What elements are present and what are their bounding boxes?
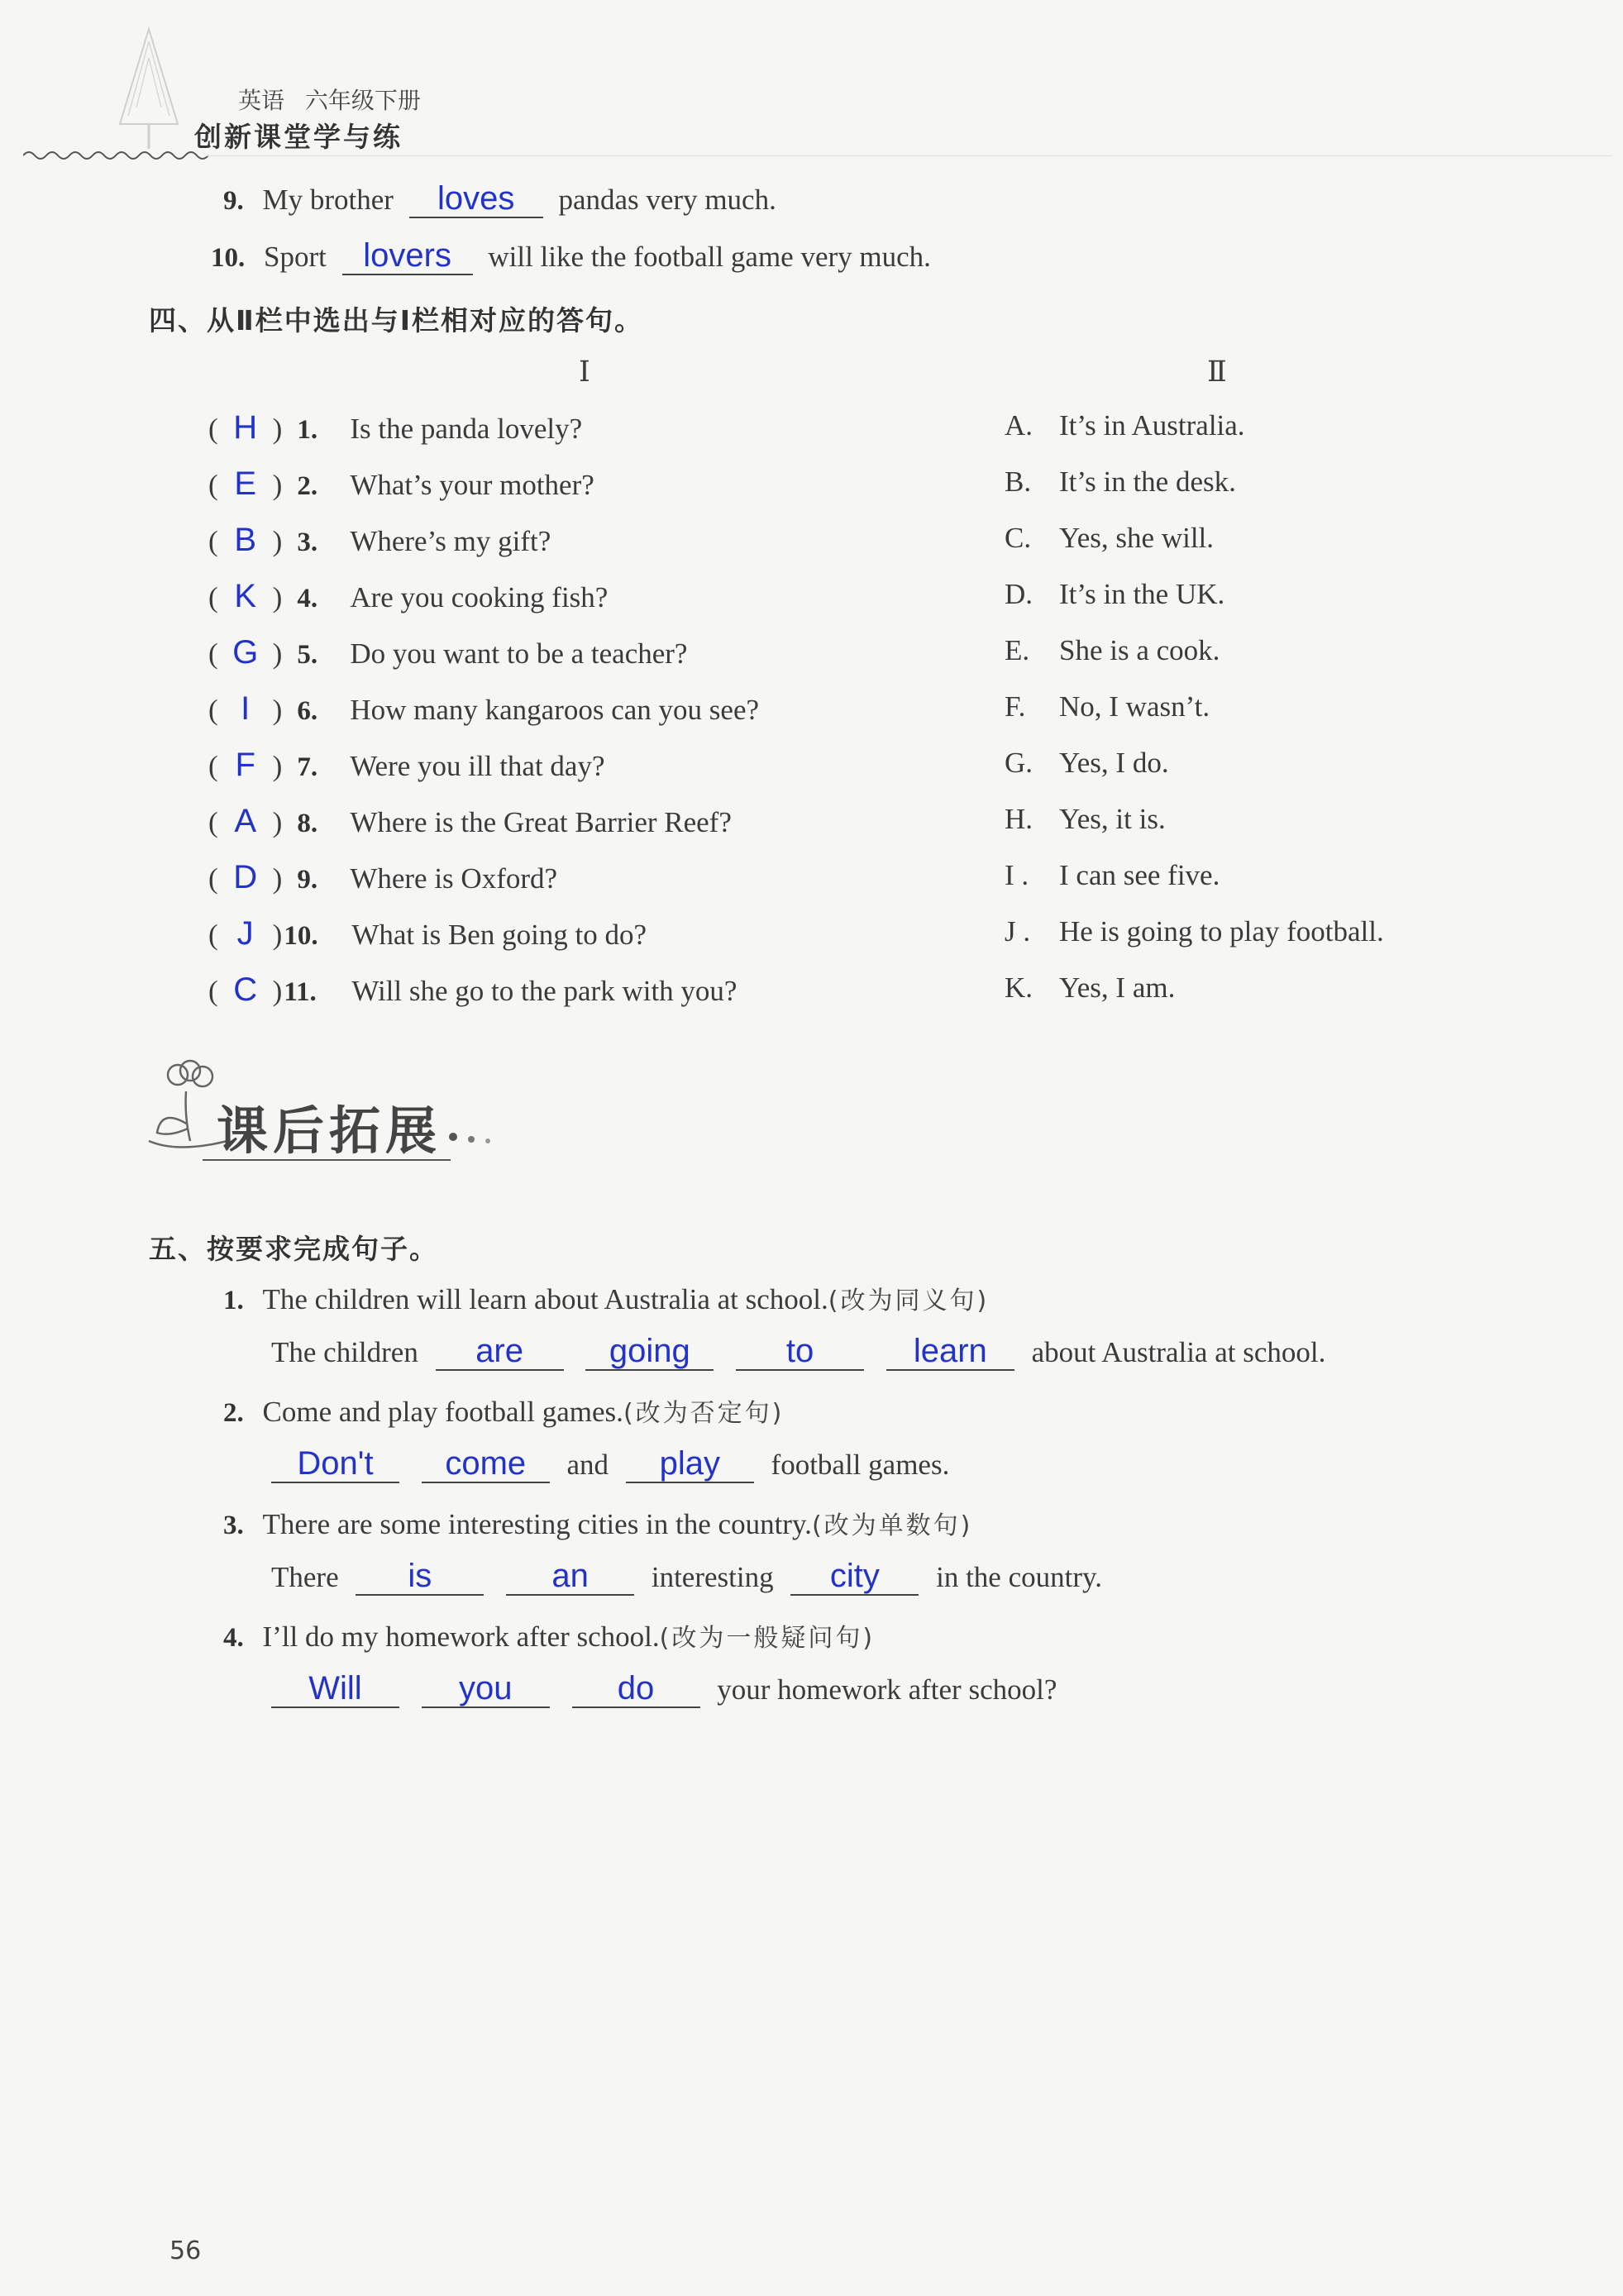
option-letter: K. (1005, 971, 1033, 1004)
matching-row (208, 690, 759, 728)
answer-letter: D (233, 859, 258, 895)
matching-row (208, 578, 608, 615)
option-row (1005, 803, 1166, 836)
option-text: She is a cook. (1059, 634, 1220, 666)
question-text: Will she go to the park with you? (351, 975, 738, 1007)
answer-letter: J (236, 915, 254, 952)
matching-row (208, 465, 594, 503)
answer-slot[interactable] (218, 522, 273, 559)
close-paren: ) (272, 750, 283, 782)
instruction-note: (改为否定句) (623, 1399, 785, 1428)
question-text: Are you cooking fish? (350, 581, 609, 613)
option-text: He is going to play football. (1059, 915, 1384, 948)
question-text: Where is Oxford? (350, 862, 558, 895)
s5-item-3-answer-line (271, 1558, 1102, 1596)
answer-slot[interactable] (218, 747, 273, 784)
answer-text: an (551, 1558, 589, 1594)
line-post: football games. (771, 1449, 950, 1481)
question-number: 3. (297, 527, 318, 557)
answer-letter: C (233, 971, 258, 1008)
option-letter: F. (1005, 690, 1026, 723)
tree-logo-icon (99, 25, 198, 157)
open-paren: ( (208, 750, 218, 782)
header-subject (238, 83, 421, 116)
option-row (1005, 409, 1245, 442)
item-number: 1. (223, 1286, 244, 1315)
item-number: 4. (223, 1623, 244, 1653)
item-before: Sport (264, 241, 327, 273)
option-text: I can see five. (1059, 859, 1220, 891)
matching-row (208, 747, 605, 784)
close-paren: ) (272, 581, 283, 613)
s5-item-2-answer-line (271, 1445, 949, 1483)
answer-slot[interactable] (218, 409, 273, 446)
question-number: 8. (297, 809, 318, 838)
open-paren: ( (208, 637, 218, 670)
close-paren: ) (272, 469, 283, 501)
s5-item-2-prompt (223, 1392, 784, 1429)
option-row (1005, 465, 1236, 499)
banner-dots (446, 1124, 513, 1149)
banner-underline (203, 1159, 451, 1161)
answer-blank[interactable] (886, 1333, 1014, 1371)
instruction-note: (改为一般疑问句) (659, 1624, 876, 1653)
open-paren: ( (208, 469, 218, 501)
question-text: What’s your mother? (350, 469, 594, 501)
question-number: 7. (297, 752, 318, 782)
close-paren: ) (272, 525, 283, 557)
option-row (1005, 690, 1210, 723)
option-letter: A. (1005, 409, 1033, 442)
option-letter: G. (1005, 747, 1033, 779)
answer-letter: H (233, 409, 258, 446)
line-mid: interesting (651, 1561, 774, 1593)
answer-text: Will (308, 1670, 362, 1706)
option-row (1005, 971, 1175, 1005)
option-letter: E. (1005, 634, 1030, 666)
line-mid: and (566, 1449, 609, 1481)
option-text: Yes, I do. (1059, 747, 1169, 779)
answer-text: do (617, 1670, 655, 1706)
banner-title: 课后拓展 (217, 1100, 442, 1161)
line-post: your homework after school? (717, 1673, 1057, 1706)
section5-title: 五、按要求完成句子。 (149, 1233, 438, 1265)
answer-blank[interactable] (422, 1670, 550, 1708)
open-paren: ( (208, 413, 218, 445)
option-letter: H. (1005, 803, 1033, 835)
answer-letter: K (234, 578, 256, 614)
wavy-divider (23, 147, 209, 164)
close-paren: ) (272, 806, 283, 838)
option-text: Yes, I am. (1059, 971, 1176, 1004)
answer-text: city (829, 1558, 880, 1594)
answer-blank[interactable] (436, 1333, 564, 1371)
question-text: Is the panda lovely? (350, 413, 583, 445)
item-number: 9. (223, 186, 244, 216)
close-paren: ) (272, 919, 283, 951)
s5-item-4-prompt (223, 1617, 875, 1654)
answer-blank[interactable] (271, 1670, 399, 1708)
answer-blank[interactable] (626, 1445, 754, 1483)
col1-header: Ⅰ (579, 356, 590, 388)
answer-text: Don't (297, 1445, 374, 1482)
matching-row (208, 522, 551, 559)
option-row (1005, 578, 1224, 611)
answer-text: to (785, 1333, 814, 1369)
answer-letter: B (234, 522, 256, 558)
question-text: How many kangaroos can you see? (350, 694, 760, 726)
answer-blank[interactable] (790, 1558, 919, 1596)
answer-blank[interactable] (342, 237, 473, 275)
answer-slot[interactable] (218, 690, 273, 728)
matching-row (208, 971, 737, 1009)
instruction-note: (改为同义句) (828, 1286, 990, 1315)
open-paren: ( (208, 975, 218, 1007)
option-text: Yes, she will. (1059, 522, 1215, 554)
item-number: 10. (211, 243, 246, 273)
open-paren: ( (208, 694, 218, 726)
item-after: will like the football game very much. (488, 241, 931, 273)
answer-blank[interactable] (356, 1558, 484, 1596)
grade-label: 六年级下册 (304, 87, 421, 114)
close-paren: ) (272, 694, 283, 726)
question-number: 1. (297, 415, 318, 445)
answer-letter: F (235, 747, 255, 783)
answer-text: come (445, 1445, 527, 1482)
answer-letter: E (234, 465, 256, 502)
prompt-text: I’ll do my homework after school. (262, 1621, 660, 1653)
close-paren: ) (272, 975, 283, 1007)
option-row (1005, 522, 1214, 555)
answer-blank[interactable] (422, 1445, 550, 1483)
option-letter: D. (1005, 578, 1033, 610)
line-pre: The children (271, 1336, 418, 1368)
question-text: Where’s my gift? (350, 525, 551, 557)
question-text: What is Ben going to do? (351, 919, 647, 951)
option-letter: C. (1005, 522, 1032, 554)
prompt-text: Come and play football games. (262, 1396, 623, 1428)
subject-label: 英语 (238, 87, 285, 114)
open-paren: ( (208, 525, 218, 557)
matching-row (208, 803, 732, 840)
matching-row (208, 859, 557, 896)
page-number: 56 (169, 2236, 202, 2265)
option-letter: B. (1005, 465, 1032, 498)
item-number: 3. (223, 1511, 244, 1540)
answer-blank[interactable] (572, 1670, 700, 1708)
answer-blank[interactable] (506, 1558, 634, 1596)
matching-row (208, 634, 687, 671)
question-number: 4. (297, 584, 318, 613)
line-pre: There (271, 1561, 339, 1593)
answer-text: going (609, 1333, 690, 1369)
question-text: Where is the Great Barrier Reef? (350, 806, 732, 838)
answer-blank[interactable] (736, 1333, 864, 1371)
answer-text: are (475, 1333, 523, 1369)
instruction-note: (改为单数句) (811, 1511, 973, 1540)
option-text: No, I wasn’t. (1059, 690, 1210, 723)
answer-slot[interactable] (218, 915, 273, 952)
answer-slot[interactable] (218, 803, 273, 840)
book-title: 创新课堂学与练 (194, 121, 403, 153)
answer-slot[interactable] (218, 578, 273, 615)
option-letter: J . (1005, 915, 1031, 948)
item-after: pandas very much. (558, 184, 776, 216)
fill-item-10 (211, 237, 931, 275)
answer-blank[interactable] (271, 1445, 399, 1483)
prompt-text: The children will learn about Australia at school. (262, 1283, 828, 1315)
question-number: 11. (284, 977, 317, 1007)
open-paren: ( (208, 862, 218, 895)
option-text: Yes, it is. (1059, 803, 1166, 835)
answer-text: learn (913, 1333, 987, 1369)
close-paren: ) (272, 862, 283, 895)
answer-slot[interactable] (218, 634, 273, 671)
header-rule (207, 155, 1612, 156)
question-number: 6. (297, 696, 318, 726)
answer-text: lovers (363, 237, 451, 274)
answer-slot[interactable] (218, 971, 273, 1009)
question-text: Were you ill that day? (350, 750, 605, 782)
item-number: 2. (223, 1398, 244, 1428)
fill-item-9 (223, 180, 776, 218)
section4-title: 四、从Ⅱ栏中选出与Ⅰ栏相对应的答句。 (149, 304, 644, 337)
col2-header: Ⅱ (1207, 356, 1227, 388)
answer-text: play (659, 1445, 720, 1482)
item-before: My brother (262, 184, 394, 216)
answer-letter: A (234, 803, 256, 839)
option-text: It’s in the UK. (1059, 578, 1225, 610)
answer-blank[interactable] (585, 1333, 714, 1371)
open-paren: ( (208, 581, 218, 613)
open-paren: ( (208, 806, 218, 838)
answer-letter: G (232, 634, 259, 671)
option-row (1005, 747, 1169, 780)
prompt-text: There are some interesting cities in the country. (262, 1508, 812, 1540)
option-row (1005, 634, 1220, 667)
close-paren: ) (272, 413, 283, 445)
answer-letter: I (241, 690, 251, 727)
question-number: 10. (284, 921, 318, 951)
matching-row (208, 915, 647, 952)
answer-slot[interactable] (218, 859, 273, 896)
answer-text: loves (437, 180, 515, 217)
s5-item-3-prompt (223, 1505, 972, 1541)
option-text: It’s in the desk. (1059, 465, 1236, 498)
question-text: Do you want to be a teacher? (350, 637, 688, 670)
option-text: It’s in Australia. (1059, 409, 1245, 442)
s5-item-1-prompt (223, 1280, 989, 1316)
question-number: 9. (297, 865, 318, 895)
line-post: in the country. (936, 1561, 1102, 1593)
question-number: 5. (297, 640, 318, 670)
answer-text: is (408, 1558, 432, 1594)
option-row (1005, 915, 1384, 948)
answer-slot[interactable] (218, 465, 273, 503)
s5-item-1-answer-line (271, 1333, 1325, 1371)
open-paren: ( (208, 919, 218, 951)
option-row (1005, 859, 1220, 892)
line-post: about Australia at school. (1031, 1336, 1326, 1368)
matching-row (208, 409, 582, 446)
option-letter: I . (1005, 859, 1029, 891)
s5-item-4-answer-line (271, 1670, 1057, 1708)
question-number: 2. (297, 471, 318, 501)
answer-blank[interactable] (409, 180, 543, 218)
close-paren: ) (272, 637, 283, 670)
answer-text: you (459, 1670, 513, 1706)
